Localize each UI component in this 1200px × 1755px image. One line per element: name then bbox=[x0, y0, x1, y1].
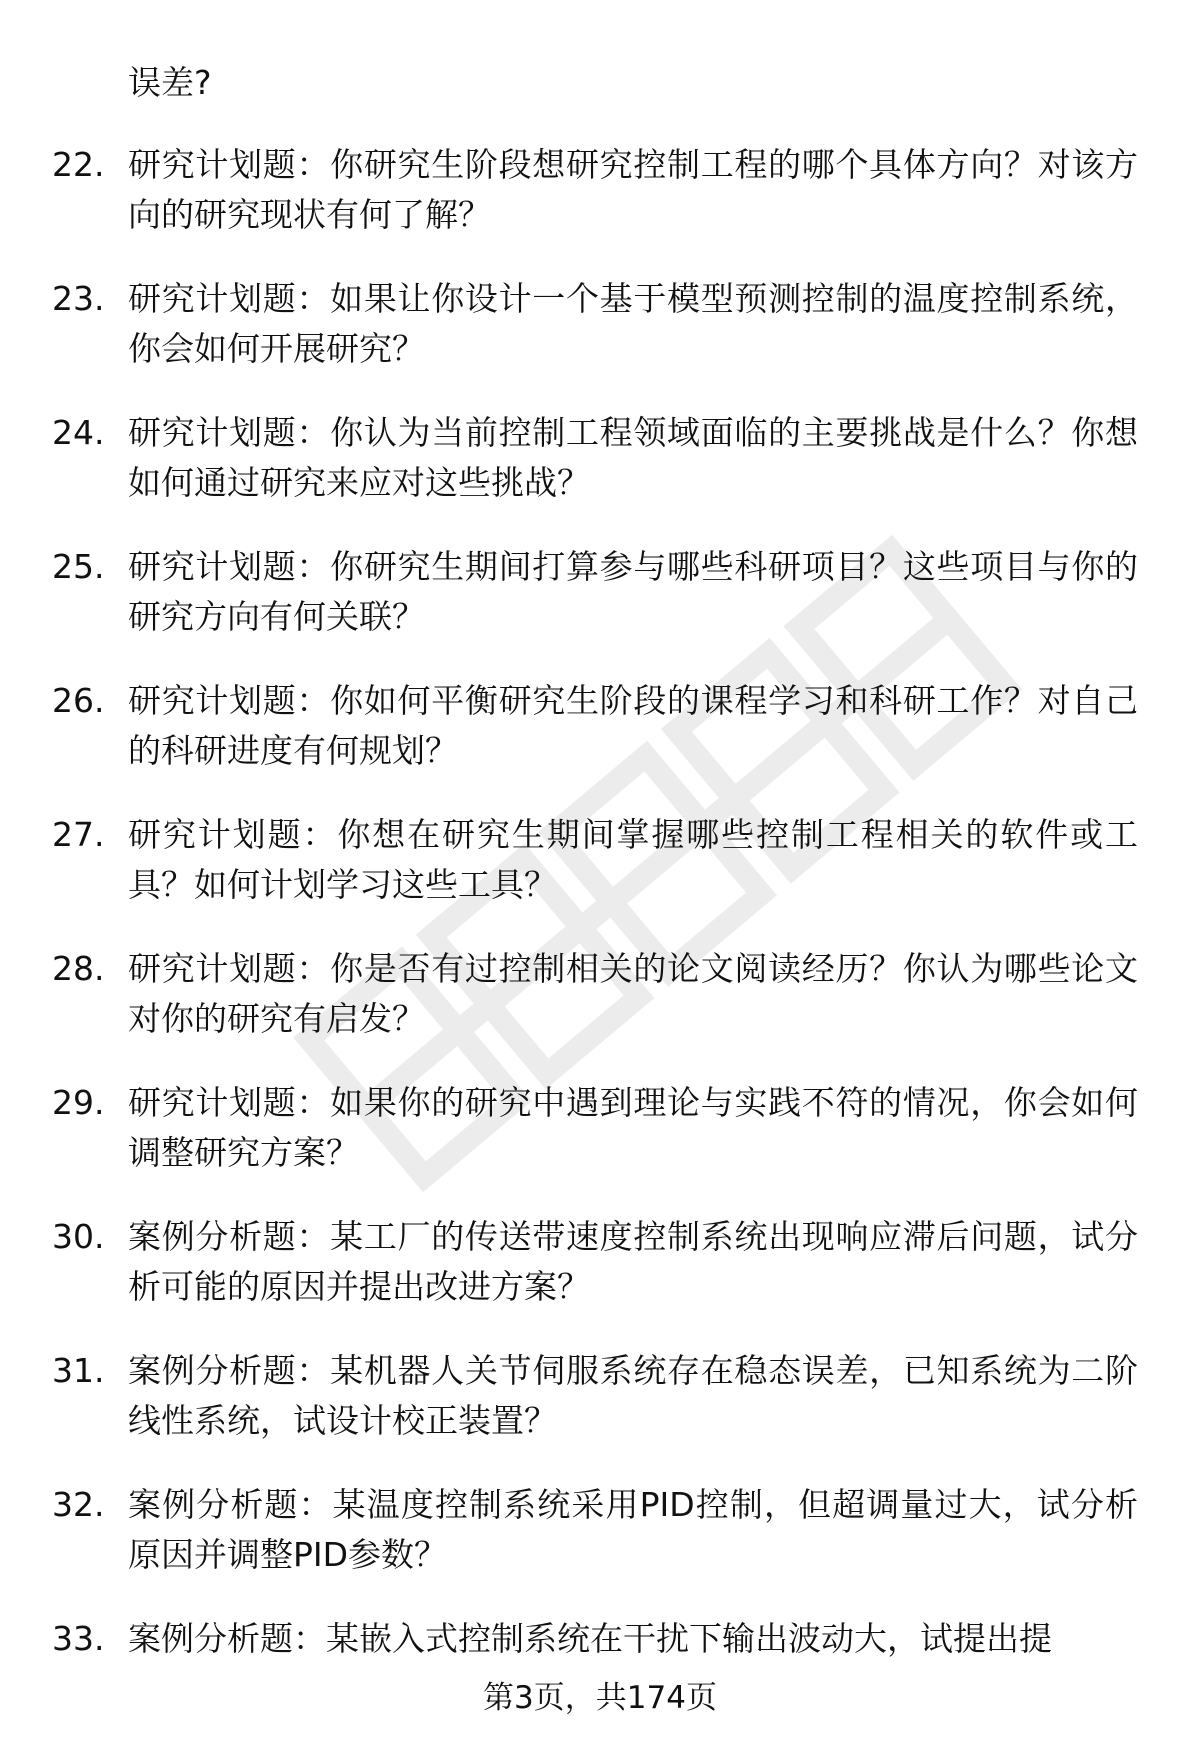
question-text: 研究计划题：你研究生阶段想研究控制工程的哪个具体方向？对该方向的研究现状有何了解？ bbox=[128, 145, 1138, 234]
question-item bbox=[0, 140, 1200, 274]
question-number: 31. bbox=[52, 1351, 105, 1390]
question-text: 案例分析题：某机器人关节伺服系统存在稳态误差，已知系统为二阶线性系统，试设计校正装置？ bbox=[128, 1351, 1138, 1440]
question-text: 研究计划题：你研究生期间打算参与哪些科研项目？这些项目与你的研究方向有何关联？ bbox=[128, 547, 1138, 636]
question-number: 32. bbox=[52, 1485, 105, 1524]
question-item bbox=[0, 1212, 1200, 1346]
question-text: 研究计划题：你想在研究生期间掌握哪些控制工程相关的软件或工具？如何计划学习这些工具？ bbox=[128, 815, 1138, 904]
question-item bbox=[0, 676, 1200, 810]
question-number: 27. bbox=[52, 815, 105, 854]
question-number: 22. bbox=[52, 145, 105, 184]
question-text: 研究计划题：如果让你设计一个基于模型预测控制的温度控制系统，你会如何开展研究？ bbox=[128, 279, 1138, 368]
question-item bbox=[0, 1078, 1200, 1212]
question-item bbox=[0, 1480, 1200, 1614]
question-text: 案例分析题：某嵌入式控制系统在干扰下输出波动大，试提出提 bbox=[128, 1619, 1052, 1658]
continuation-text: 误差? bbox=[128, 63, 212, 102]
question-item bbox=[0, 274, 1200, 408]
question-text: 案例分析题：某工厂的传送带速度控制系统出现响应滞后问题，试分析可能的原因并提出改进方案？ bbox=[128, 1217, 1138, 1306]
question-text: 研究计划题：你如何平衡研究生阶段的课程学习和科研工作？对自己的科研进度有何规划？ bbox=[128, 681, 1138, 770]
question-number: 24. bbox=[52, 413, 105, 452]
question-text: 研究计划题：你是否有过控制相关的论文阅读经历？你认为哪些论文对你的研究有启发？ bbox=[128, 949, 1138, 1038]
question-number: 33. bbox=[52, 1619, 105, 1658]
question-list bbox=[0, 140, 1200, 1748]
question-number: 23. bbox=[52, 279, 105, 318]
question-text: 研究计划题：如果你的研究中遇到理论与实践不符的情况，你会如何调整研究方案？ bbox=[128, 1083, 1138, 1172]
question-item bbox=[0, 408, 1200, 542]
question-number: 29. bbox=[52, 1083, 105, 1122]
question-item bbox=[0, 810, 1200, 944]
question-item bbox=[0, 1346, 1200, 1480]
question-number: 26. bbox=[52, 681, 105, 720]
question-text: 研究计划题：你认为当前控制工程领域面临的主要挑战是什么？你想如何通过研究来应对这些挑战？ bbox=[128, 413, 1138, 502]
question-text: 案例分析题：某温度控制系统采用PID控制，但超调量过大，试分析原因并调整PID参数？ bbox=[128, 1485, 1138, 1574]
question-item bbox=[0, 542, 1200, 676]
question-number: 30. bbox=[52, 1217, 105, 1256]
page-footer: 第3页，共174页 bbox=[483, 1680, 717, 1716]
question-number: 28. bbox=[52, 949, 105, 988]
question-number: 25. bbox=[52, 547, 105, 586]
question-item bbox=[0, 944, 1200, 1078]
